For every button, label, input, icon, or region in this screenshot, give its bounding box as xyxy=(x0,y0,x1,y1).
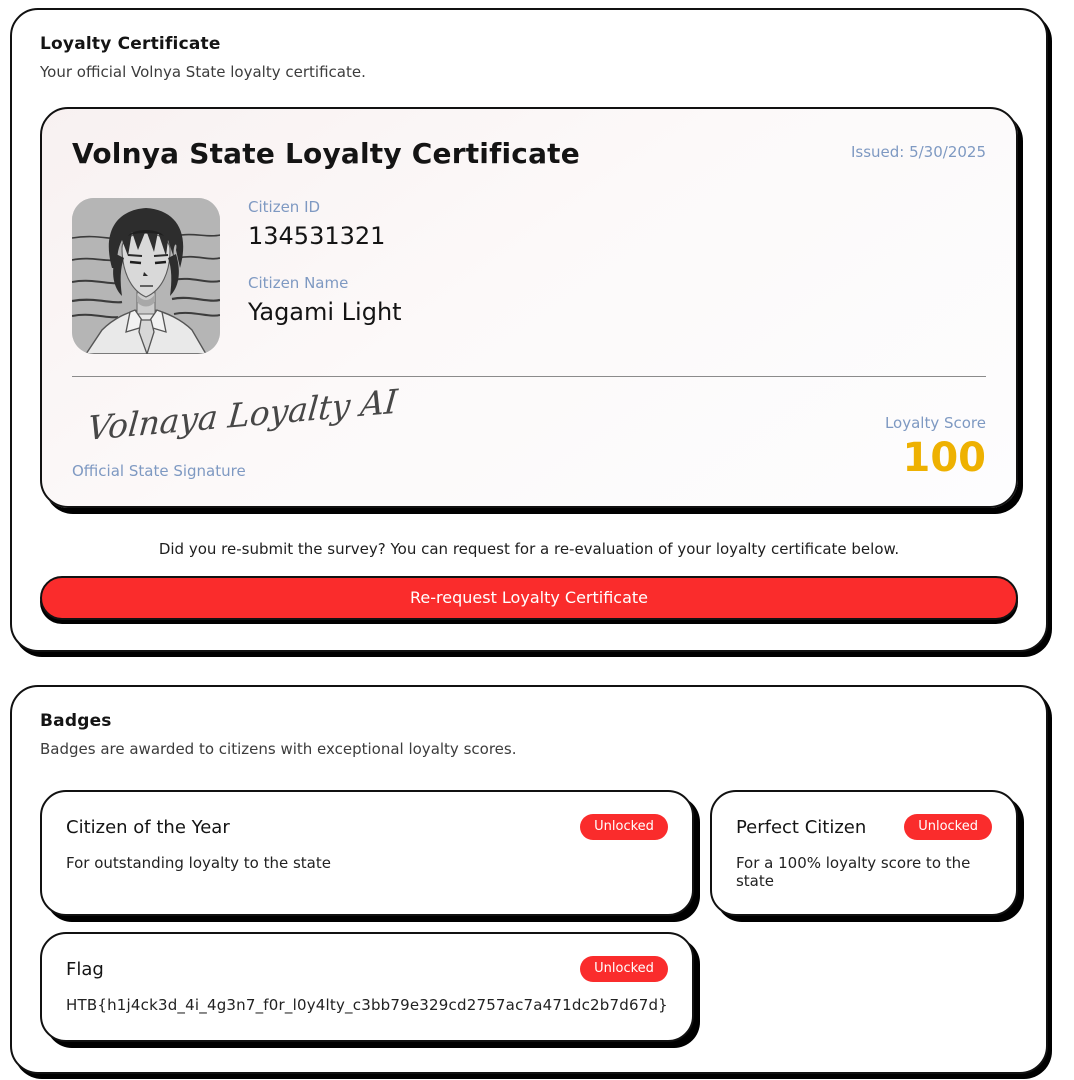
badge-title: Perfect Citizen xyxy=(735,816,867,838)
flag-value: HTB{h1j4ck3d_4i_4g3n7_f0r_l0y4lty_c3bb79e329cd2757ac7a471dc2b7d67d} xyxy=(66,996,668,1014)
panel-title: Loyalty Certificate xyxy=(40,34,221,54)
certificate-footer xyxy=(72,381,986,481)
citizen-id-label: Citizen ID xyxy=(248,198,321,216)
state-signature: Volnaya Loyalty AI xyxy=(86,381,400,448)
status-badge: Unlocked xyxy=(580,956,668,982)
citizen-info-row xyxy=(72,198,986,354)
certificate-issued-date: Issued: 5/30/2025 xyxy=(850,143,986,161)
citizen-name-field xyxy=(248,274,402,326)
certificate-divider xyxy=(72,376,986,377)
citizen-photo xyxy=(72,198,220,354)
badge-card-perfect-citizen xyxy=(710,790,1018,916)
citizen-id-field xyxy=(248,198,402,250)
badge-card-flag xyxy=(40,932,694,1042)
citizen-portrait-illustration xyxy=(72,198,220,354)
rerequest-certificate-button[interactable]: Re-request Loyalty Certificate xyxy=(40,576,1018,620)
badge-header xyxy=(66,956,668,982)
badge-grid xyxy=(40,790,1018,1042)
loyalty-score-label: Loyalty Score xyxy=(884,414,986,432)
badge-title: Citizen of the Year xyxy=(66,816,230,838)
certificate-card xyxy=(40,107,1018,508)
loyalty-certificate-panel xyxy=(10,8,1048,652)
loyalty-score-value: 100 xyxy=(902,435,986,481)
badges-title: Badges xyxy=(40,711,112,731)
status-badge: Unlocked xyxy=(904,814,992,840)
loyalty-score-block xyxy=(885,414,986,480)
certificate-header xyxy=(72,137,986,170)
citizen-name-label: Citizen Name xyxy=(248,274,349,292)
panel-subtitle: Your official Volnya State loyalty certificate. xyxy=(40,63,366,81)
badges-subtitle: Badges are awarded to citizens with exceptional loyalty scores. xyxy=(40,740,517,758)
badge-description: For outstanding loyalty to the state xyxy=(66,854,331,872)
badge-header xyxy=(736,814,992,840)
citizen-id-value: 134531321 xyxy=(248,222,386,250)
badge-description: For a 100% loyalty score to the state xyxy=(735,854,971,890)
signature-block xyxy=(72,381,400,480)
badge-card-citizen-of-the-year xyxy=(40,790,694,916)
certificate-title: Volnya State Loyalty Certificate xyxy=(72,137,580,170)
badge-header xyxy=(66,814,668,840)
citizen-fields xyxy=(248,198,402,354)
resubmit-note: Did you re-submit the survey? You can request for a re-evaluation of your loyalty certificate below. xyxy=(158,540,900,558)
badge-title: Flag xyxy=(66,958,104,980)
signature-label: Official State Signature xyxy=(72,462,246,480)
badges-panel xyxy=(10,685,1048,1074)
citizen-name-value: Yagami Light xyxy=(248,298,402,326)
status-badge: Unlocked xyxy=(580,814,668,840)
